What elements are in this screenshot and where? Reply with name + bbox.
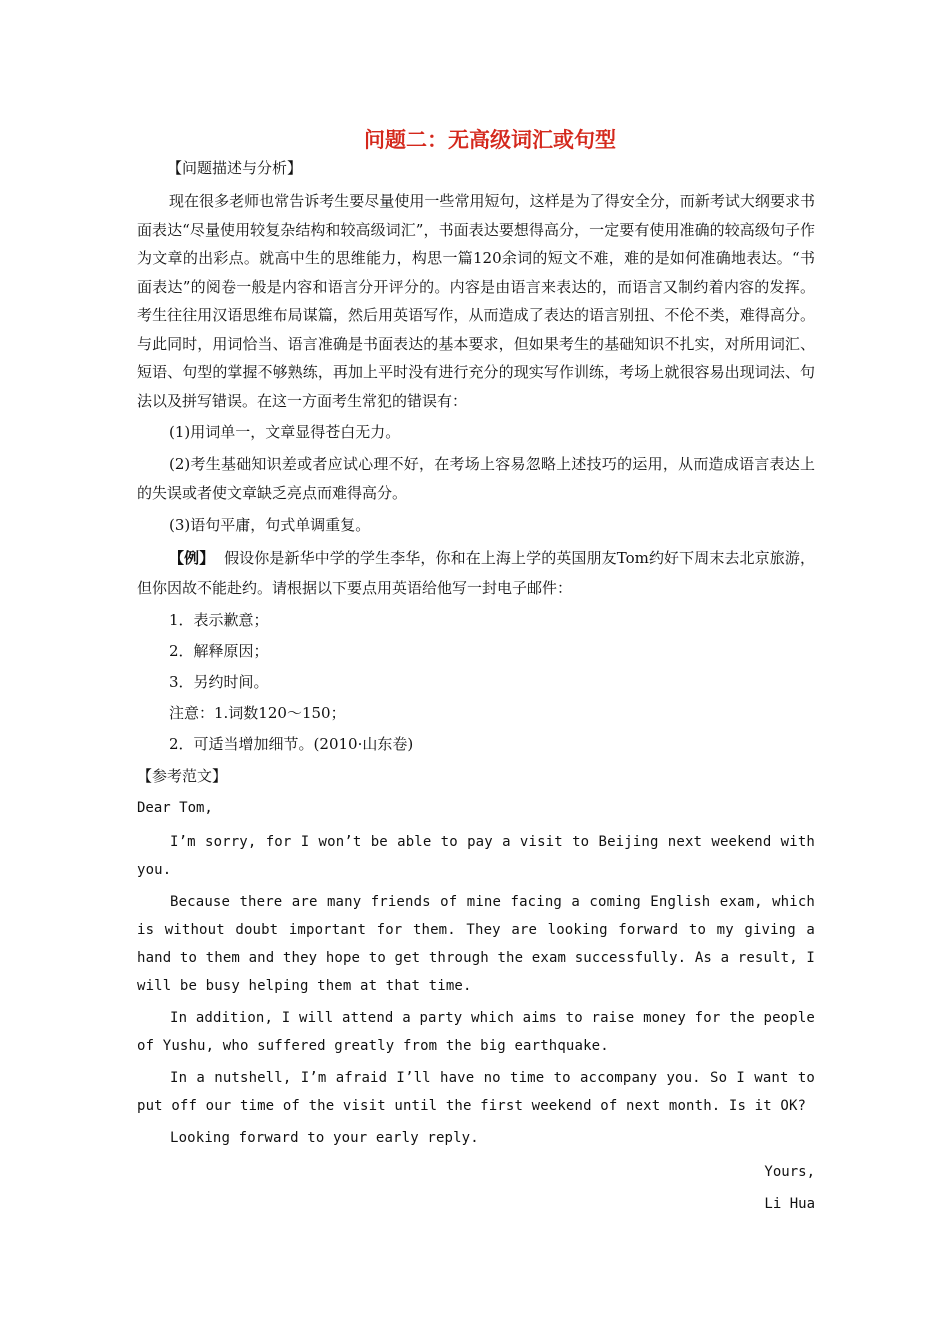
- example-label: 【例】: [169, 549, 215, 567]
- point-item-3: 3．另约时间。: [169, 673, 269, 691]
- analysis-heading: 【问题描述与分析】: [167, 159, 303, 177]
- letter-paragraph-5: Looking forward to your early reply.: [170, 1130, 479, 1146]
- error-item-1: (1)用词单一，文章显得苍白无力。: [169, 423, 401, 441]
- letter-closing: Yours,: [764, 1164, 815, 1180]
- letter-greeting: Dear Tom,: [137, 800, 213, 816]
- error-item-3: (3)语句平庸，句式单调重复。: [169, 516, 371, 534]
- reference-heading: 【参考范文】: [137, 767, 228, 785]
- page-title: 问题二：无高级词汇或句型: [364, 127, 616, 152]
- example-prompt: 假设你是新华中学的学生李华，你和在上海上学的英国朋友Tom约好下周末去北京旅游，但你因故不能赴约。请根据以下要点用英语给他写一封电子邮件：: [137, 549, 815, 597]
- note-item-2: 2．可适当增加细节。(2010·山东卷): [169, 735, 414, 753]
- note-item-1: 注意：1.词数120～150；: [169, 704, 346, 722]
- point-item-1: 1．表示歉意；: [169, 611, 269, 629]
- letter-paragraph-3: In addition, I will attend a party which aims to raise money for the people of Yushu, who suffered greatly from the big earthquake.: [137, 1010, 815, 1054]
- letter-paragraph-4: In a nutshell, I’m afraid I’ll have no time to accompany you. So I want to put off our time of the visit until the first weekend of next month. Is it OK?: [137, 1070, 815, 1114]
- letter-paragraph-1: I’m sorry, for I won’t be able to pay a visit to Beijing next weekend with you.: [137, 834, 815, 878]
- point-item-2: 2．解释原因；: [169, 642, 269, 660]
- error-item-2: (2)考生基础知识差或者应试心理不好，在考场上容易忽略上述技巧的运用，从而造成语言表达上的失误或者使文章缺乏亮点而难得高分。: [137, 455, 815, 502]
- letter-signature: Li Hua: [764, 1196, 815, 1212]
- letter-paragraph-2: Because there are many friends of mine facing a coming English exam, which is without doubt important for them. They are looking forward to my giving a hand to them and they hope to get through the exam successfully. As a result, I will be busy helping them at that time.: [137, 894, 815, 994]
- document-page: [137, 126, 815, 1220]
- analysis-paragraph: 现在很多老师也常告诉考生要尽量使用一些常用短句，这样是为了得安全分，而新考试大纲要求书面表达“尽量使用较复杂结构和较高级词汇”，书面表达要想得高分，一定要有使用准确的较高级句子作为文章的出彩点。就高中生的思维能力，构思一篇120余词的短文不难，难的是如何准确地表达。“书面表达”的阅卷一般是内容和语言分开评分的。内容是由语言来表达的，而语言又制约着内容的发挥。考生往往用汉语思维布局谋篇，然后用英语写作，从而造成了表达的语言别扭、不伦不类，难得高分。与此同时，用词恰当、语言准确是书面表达的基本要求，但如果考生的基础知识不扎实，对所用词汇、短语、句型的掌握不够熟练，再加上平时没有进行充分的现实写作训练，考场上就很容易出现词法、句法以及拼写错误。在这一方面考生常犯的错误有：: [137, 192, 815, 410]
- example-block: [137, 543, 815, 603]
